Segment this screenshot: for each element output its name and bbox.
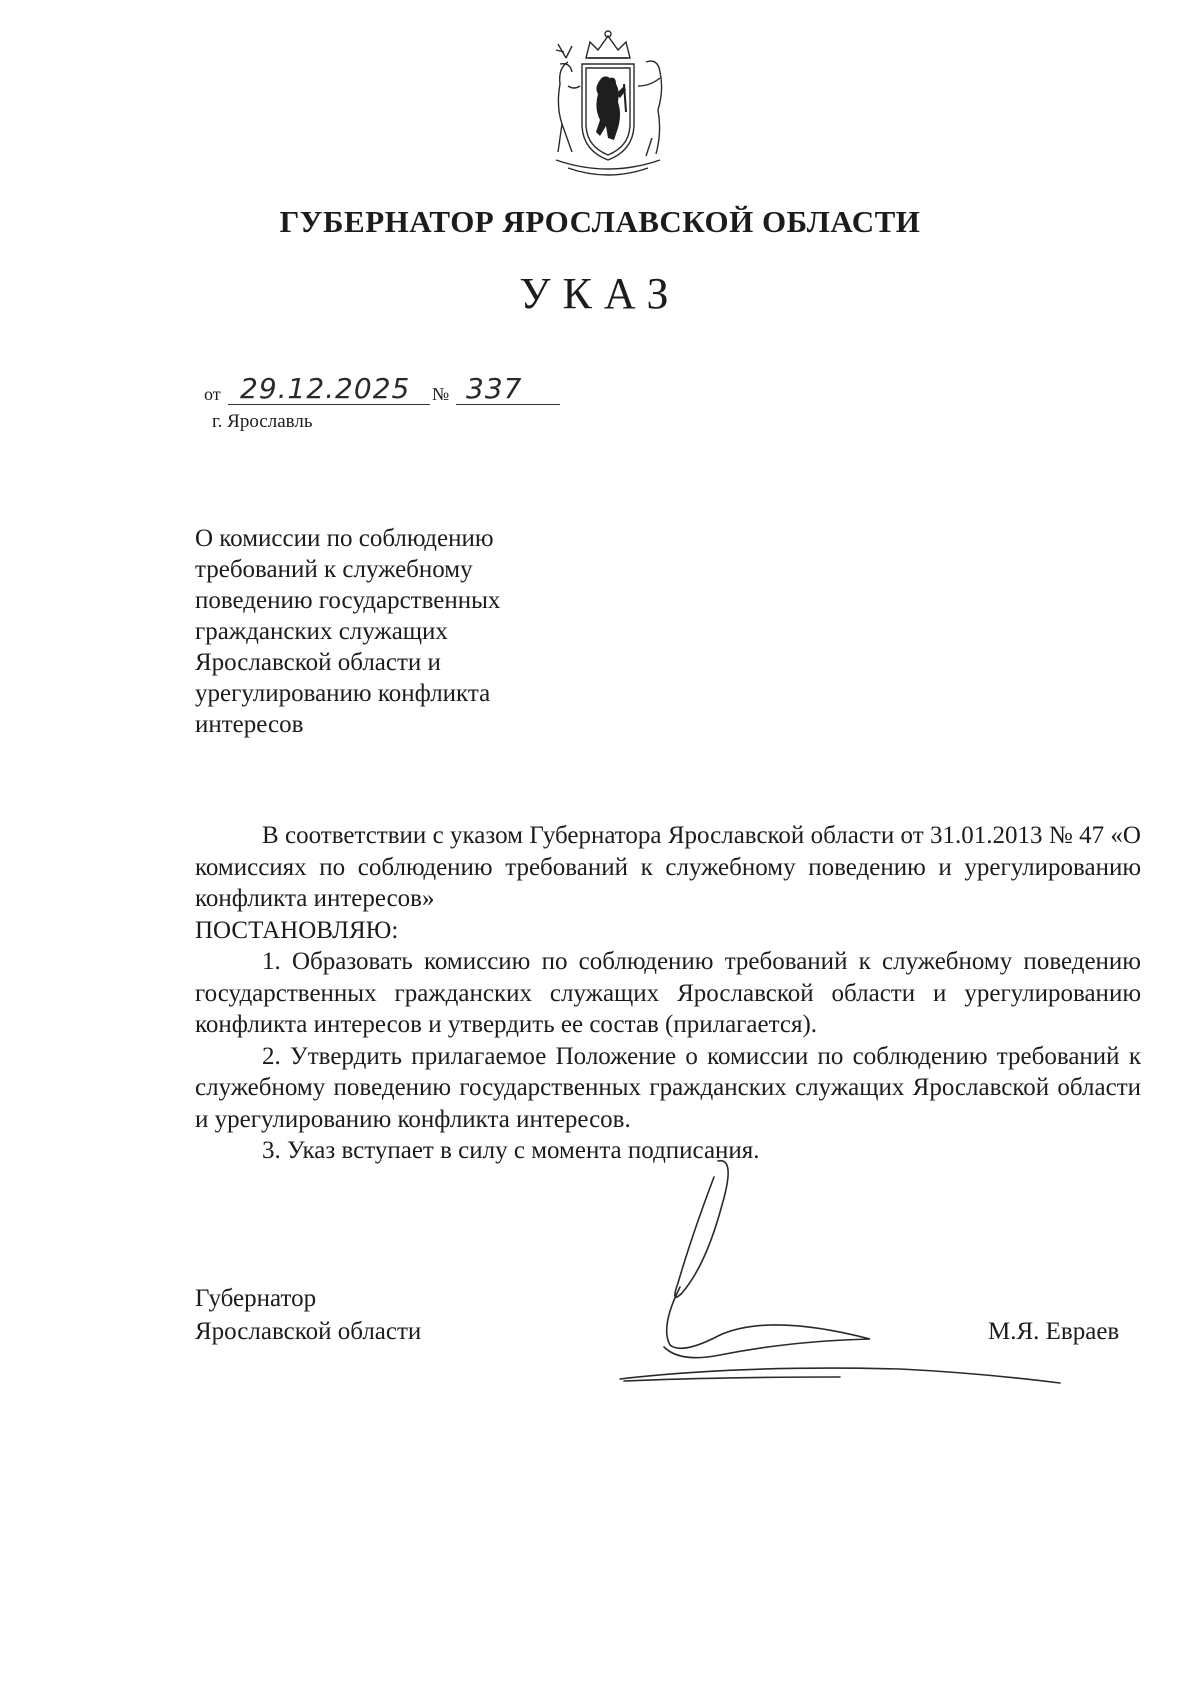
handwritten-signature-icon [600,1155,1080,1415]
date-value: 29.12.2025 [240,372,411,405]
city: г. Ярославль [212,411,313,432]
registration-row [204,361,604,409]
subject-line: Ярославской области и [195,649,441,676]
coat-of-arms-icon [528,28,688,188]
subject-line: О комиссии по соблюдению [195,525,494,552]
subject-line: гражданских служащих [195,618,448,645]
decree-word: ПОСТАНОВЛЯЮ: [195,916,399,944]
subject-line: интересов [195,711,304,738]
number-label: № [432,384,450,404]
date-label: от [204,384,221,404]
signer-name: М.Я. Евраев [988,1318,1120,1345]
decree-item: 3. Указ вступает в силу с момента подписания. [262,1137,760,1164]
signer-title [195,1282,421,1348]
subject-line: поведению государственных [195,587,501,614]
preamble: В соответствии с указом Губернатора Ярославской области от 31.01.2013 № 47 «О комиссиях по соблюдению требований к служебному поведению и урегулированию конфликта интересов» [195,822,1141,912]
subject-line: требований к служебному [195,556,473,583]
document-subject [195,523,565,740]
number-value: 337 [466,372,523,405]
document-type: УКАЗ [519,269,681,318]
issuing-authority: ГУБЕРНАТОР ЯРОСЛАВСКОЙ ОБЛАСТИ [279,204,921,239]
subject-line: урегулированию конфликта [195,680,491,707]
signer-title-line: Ярославской области [195,1318,422,1345]
decree-item: 2. Утвердить прилагаемое Положение о комиссии по соблюдению требований к служебному поведению государственных гражданских служащих Ярославской области и урегулированию конфликта интересов. [195,1042,1141,1133]
document-body [195,820,1141,1167]
decree-item: 1. Образовать комиссию по соблюдению требований к служебному поведению государственных гражданских служащих Ярославской области и урегулированию конфликта интересов и утвердить ее состав (прилагается). [195,948,1141,1038]
signer-title-line: Губернатор [195,1285,317,1312]
